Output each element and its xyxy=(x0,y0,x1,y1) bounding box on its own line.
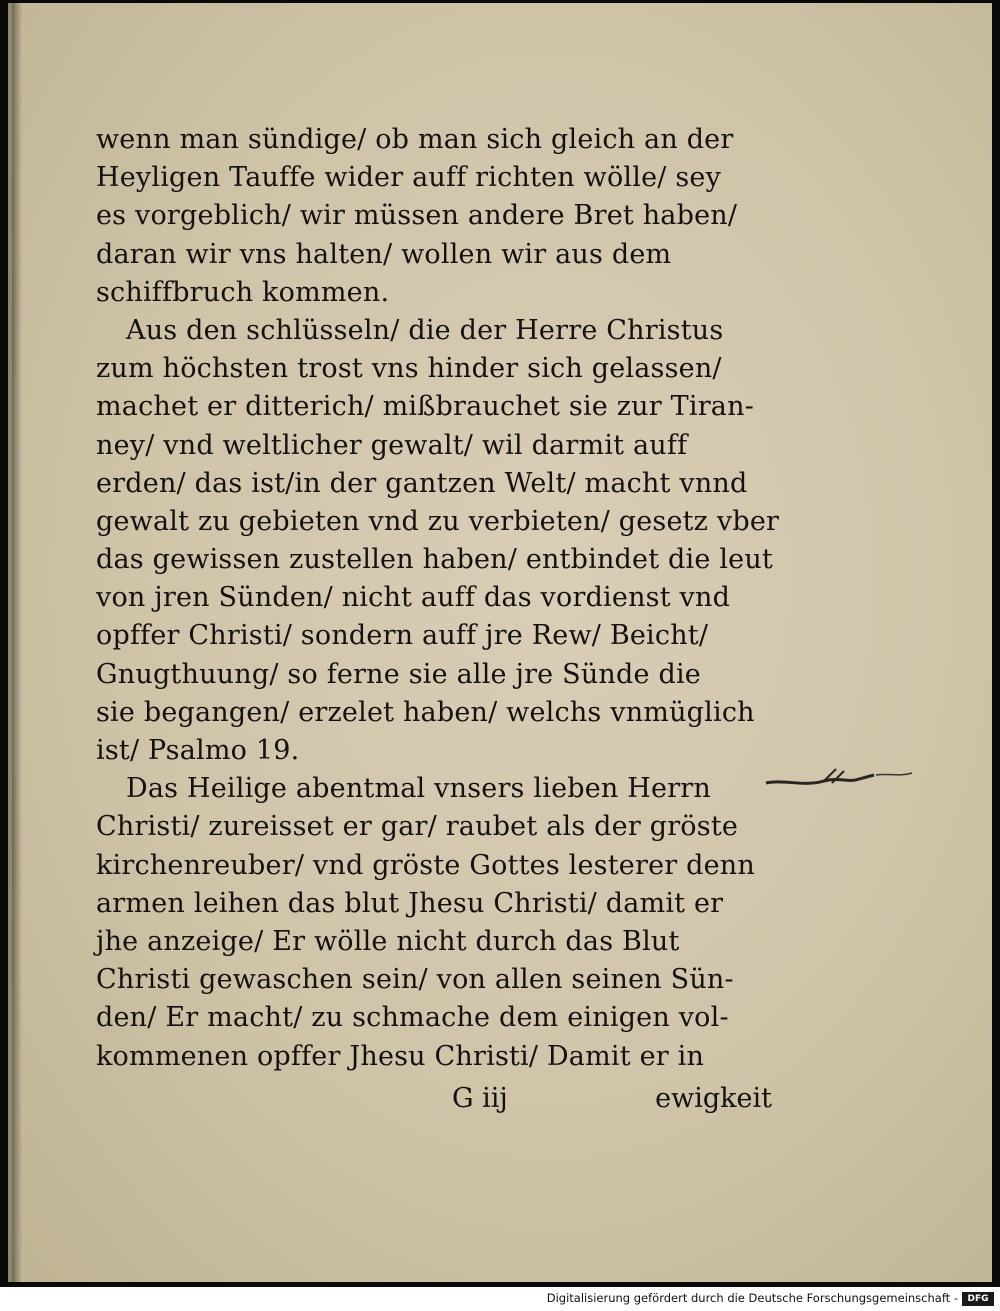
signature-mark: G iij xyxy=(452,1083,508,1114)
text-line: das gewissen zustellen haben/ entbindet die leut xyxy=(96,544,773,576)
catchline xyxy=(96,1079,772,1119)
text-line: Das Heilige abentmal vnsers lieben Herrn xyxy=(126,773,712,805)
catchword: ewigkeit xyxy=(655,1083,772,1114)
dfg-logo: DFG xyxy=(962,1292,994,1306)
text-line: Christi gewaschen sein/ von allen seinen Sün- xyxy=(96,964,734,996)
text-line: machet er ditterich/ mißbrauchet sie zur Tiran- xyxy=(96,391,755,423)
text-line: es vorgeblich/ wir müssen andere Bret haben/ xyxy=(96,200,738,232)
text-line: sie begangen/ erzelet haben/ welchs vnmüglich xyxy=(96,696,755,728)
text-line: gewalt zu gebieten vnd zu verbieten/ gesetz vber xyxy=(96,505,780,537)
text-line: wenn man sündige/ ob man sich gleich an der xyxy=(96,124,734,155)
text-block xyxy=(96,121,796,1076)
book-page xyxy=(8,3,992,1282)
text-line: opffer Christi/ sondern auff jre Rew/ Beicht/ xyxy=(96,620,709,652)
text-line: Christi/ zureisset er gar/ raubet als der gröste xyxy=(96,811,739,843)
ink-smudge xyxy=(764,761,914,801)
text-line: Heyligen Tauffe wider auff richten wölle/ sey xyxy=(96,162,722,194)
text-line: von jren Sünden/ nicht auff das vordienst vnd xyxy=(96,582,731,614)
text-line: kommenen opffer Jhesu Christi/ Damit er in xyxy=(96,1040,705,1072)
text-line: schiffbruch kommen. xyxy=(96,276,390,308)
text-line: armen leihen das blut Jhesu Christi/ damit er xyxy=(96,887,724,919)
page-gutter-shadow xyxy=(12,3,22,1282)
footer-bar xyxy=(0,1287,1000,1311)
text-line: erden/ das ist/in der gantzen Welt/ macht vnnd xyxy=(96,467,748,499)
text-line: ist/ Psalmo 19. xyxy=(96,735,300,766)
text-line: zum höchsten trost vns hinder sich gelassen/ xyxy=(96,353,722,385)
text-line: Gnugthuung/ so ferne sie alle jre Sünde die xyxy=(96,658,701,690)
text-line: den/ Er macht/ zu schmache dem einigen vol- xyxy=(96,1002,729,1034)
text-line: jhe anzeige/ Er wölle nicht durch das Blut xyxy=(96,925,680,957)
text-line: daran wir vns halten/ wollen wir aus dem xyxy=(96,238,672,270)
funding-credit: Digitalisierung gefördert durch die Deutsche Forschungsgemeinschaft - xyxy=(546,1291,958,1305)
text-line: kirchenreuber/ vnd gröste Gottes lesterer denn xyxy=(96,849,755,881)
text-line: Aus den schlüsseln/ die der Herre Christus xyxy=(126,314,724,346)
text-line: ney/ vnd weltlicher gewalt/ wil darmit auff xyxy=(96,429,688,461)
